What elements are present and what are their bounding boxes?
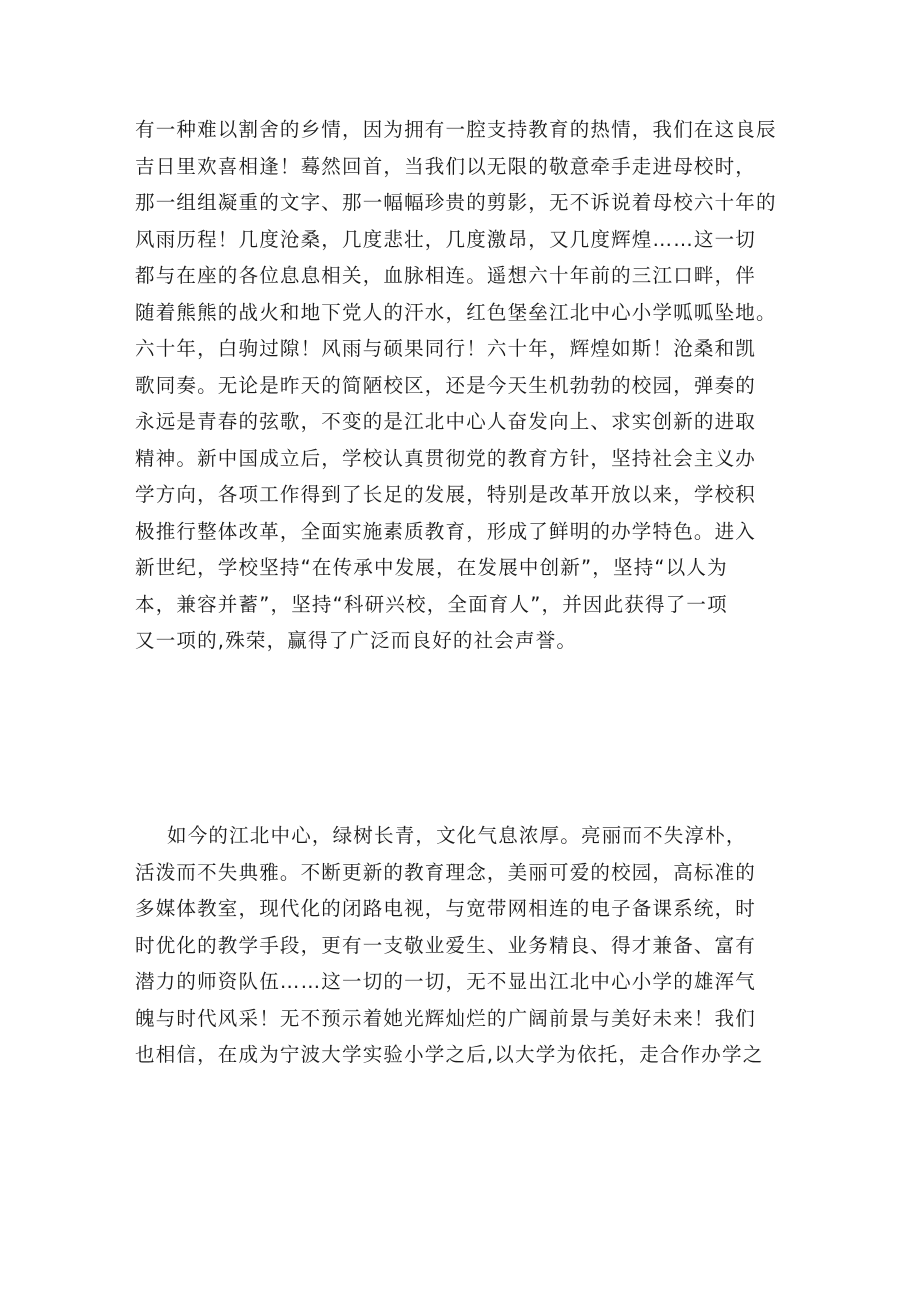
paragraph-line: 潜力的师资队伍……这一切的一切，无不显出江北中心小学的雄浑气 [135, 970, 757, 993]
paragraph-line: 本，兼容并蓄”，坚持“科研兴校，全面育人”，并因此获得了一项 [135, 592, 728, 616]
paragraph-line: 六十年，白驹过隙！风雨与硕果同行！六十年，辉煌如斯！沧桑和凯 [135, 337, 757, 360]
paragraph-line: 魄与时代风采！无不预示着她光辉灿烂的广阔前景与美好未来！我们 [135, 1006, 757, 1030]
paragraph-line: 又一项的,殊荣，赢得了广泛而良好的社会声誉。 [135, 629, 578, 652]
paragraph-line: 也相信，在成为宁波大学实验小学之后,以大学为依托，走合作办学之 [135, 1043, 764, 1066]
paragraph-line: 风雨历程！几度沧桑，几度悲壮，几度激昂，又几度辉煌……这一切 [135, 227, 757, 251]
paragraph-line: 极推行整体改革，全面实施素质教育，形成了鲜明的办学特色。进入 [135, 519, 757, 543]
paragraph-line: 时优化的教学手段，更有一支敬业爱生、业务精良、得才兼备、富有 [135, 933, 757, 957]
paragraph-line: 吉日里欢喜相逢！蓦然回首，当我们以无限的敬意牵手走进母校时， [135, 154, 757, 178]
paragraph-line: 如今的江北中心，绿树长青，文化气息浓厚。亮丽而不失淳朴， [167, 824, 747, 847]
paragraph-line: 有一种难以割舍的乡情，因为拥有一腔支持教育的热情，我们在这良辰 [135, 118, 777, 141]
paragraph-line: 永远是青春的弦歌，不变的是江北中心人奋发向上、求实创新的进取 [135, 410, 757, 433]
paragraph-line: 新世纪，学校坚持“在传承中发展，在发展中创新”，坚持“以人为 [135, 556, 728, 579]
paragraph-line: 多媒体教室，现代化的闭路电视，与宽带网相连的电子备课系统，时 [135, 897, 757, 920]
paragraph-line: 活泼而不失典雅。不断更新的教育理念，美丽可爱的校园，高标准的 [135, 860, 757, 884]
paragraph-1 [135, 112, 795, 660]
paragraph-line: 随着熊熊的战火和地下党人的汗水，红色堡垒江北中心小学呱呱坠地。 [135, 300, 777, 324]
paragraph-line: 精神。新中国成立后，学校认真贯彻党的教育方针，坚持社会主义办 [135, 446, 757, 470]
paragraph-line: 歌同奏。无论是昨天的简陋校区，还是今天生机勃勃的校园，弹奏的 [135, 373, 757, 397]
paragraph-2 [135, 818, 795, 1074]
paragraph-line: 都与在座的各位息息相关，血脉相连。遥想六十年前的三江口畔，伴 [135, 264, 757, 287]
paragraph-line: 学方向，各项工作得到了长足的发展，特别是改革开放以来，学校积 [135, 483, 757, 506]
paragraph-line: 那一组组凝重的文字、那一幅幅珍贵的剪影，无不诉说着母校六十年的 [135, 191, 777, 214]
